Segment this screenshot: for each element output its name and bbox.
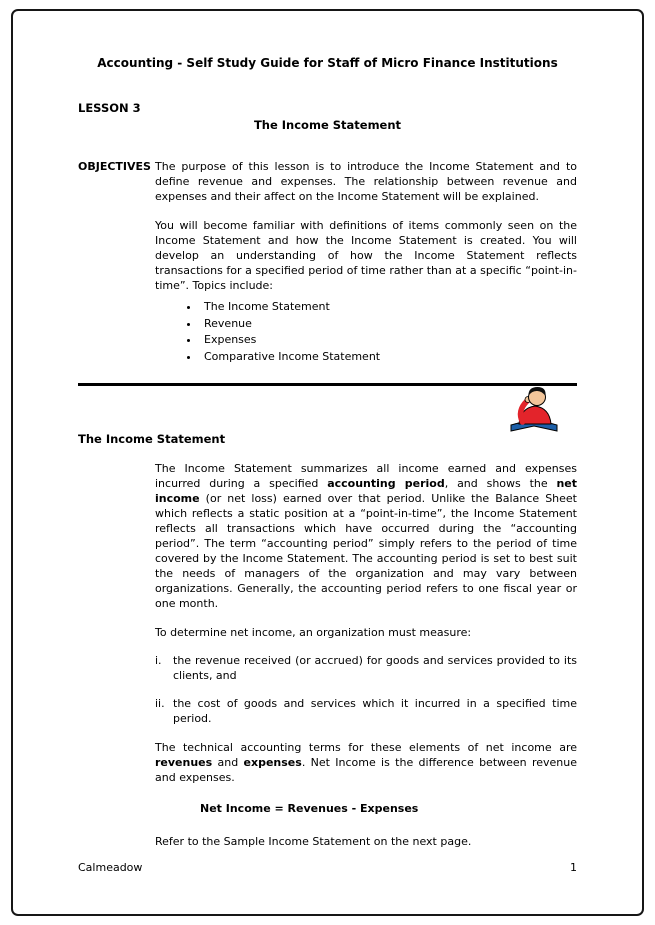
page-content [78, 0, 577, 849]
section-heading: The Income Statement [78, 432, 226, 446]
list-item [155, 696, 577, 726]
objectives-section [78, 159, 577, 365]
objectives-paragraph-1: The purpose of this lesson is to introduce the Income Statement and to define revenue and expenses. The relationship between revenue and expenses and their affect on the Income Statement will be explained. [155, 160, 577, 203]
list-item [155, 653, 577, 683]
list-item-text: the cost of goods and services which it incurred in a specified time period. [173, 697, 577, 725]
page-footer [78, 860, 577, 875]
section-body [155, 461, 577, 849]
reading-person-svg [507, 384, 561, 436]
reading-person-icon [507, 384, 561, 436]
footer-page-number: 1 [570, 861, 577, 874]
list-item-text: the revenue received (or accrued) for goods and services provided to its clients, and [173, 654, 577, 682]
objectives-paragraph-2: You will become familiar with definitions of items commonly seen on the Income Statement and how the Income Statement is created. You will develop an understanding of how the Income Statement reflects transactions for a specified period of time rather than at a specific “point-in-time”. Topics include: [155, 219, 577, 292]
document-header-title: Accounting - Self Study Guide for Staff of Micro Finance Institutions [97, 56, 558, 70]
section-divider-rule [78, 383, 577, 386]
topic-item: • Comparative Income Statement [200, 349, 577, 364]
topics-bullet-list [155, 299, 577, 364]
list-item-numeral: ii. [155, 697, 165, 710]
objectives-body [155, 159, 577, 365]
topic-item: • The Income Statement [200, 299, 577, 314]
topic-item: • Expenses [200, 332, 577, 347]
income-statement-paragraph: The Income Statement summarizes all income earned and expenses incurred during a specified accounting period, and shows the net income (or net loss) earned over that period. Unlike the Balance Sheet which reflects a static position at a “point-in-time”, the Income Statement reflects all transactions which have occurred during the “accounting period”. The term “accounting period” simply refers to the period of time covered by the Income Statement. The accounting period is set to best suit the needs of managers of the organization and may vary between organizations. Generally, the accounting period refers to one fiscal year or one month. [155, 462, 578, 610]
net-income-formula: Net Income = Revenues - Expenses [200, 802, 419, 815]
objectives-label: OBJECTIVES [78, 160, 151, 173]
terms-paragraph: The technical accounting terms for these elements of net income are revenues and expenses. Net Income is the difference between revenue and expenses. [155, 741, 577, 784]
footer-brand: Calmeadow [78, 861, 143, 874]
list-item-numeral: i. [155, 654, 162, 667]
lesson-title: The Income Statement [253, 118, 402, 132]
measure-intro-text: To determine net income, an organization must measure: [155, 626, 472, 639]
refer-next-page-text: Refer to the Sample Income Statement on the next page. [155, 835, 472, 848]
topic-item: • Revenue [200, 316, 577, 331]
lesson-number-label: LESSON 3 [78, 101, 141, 115]
